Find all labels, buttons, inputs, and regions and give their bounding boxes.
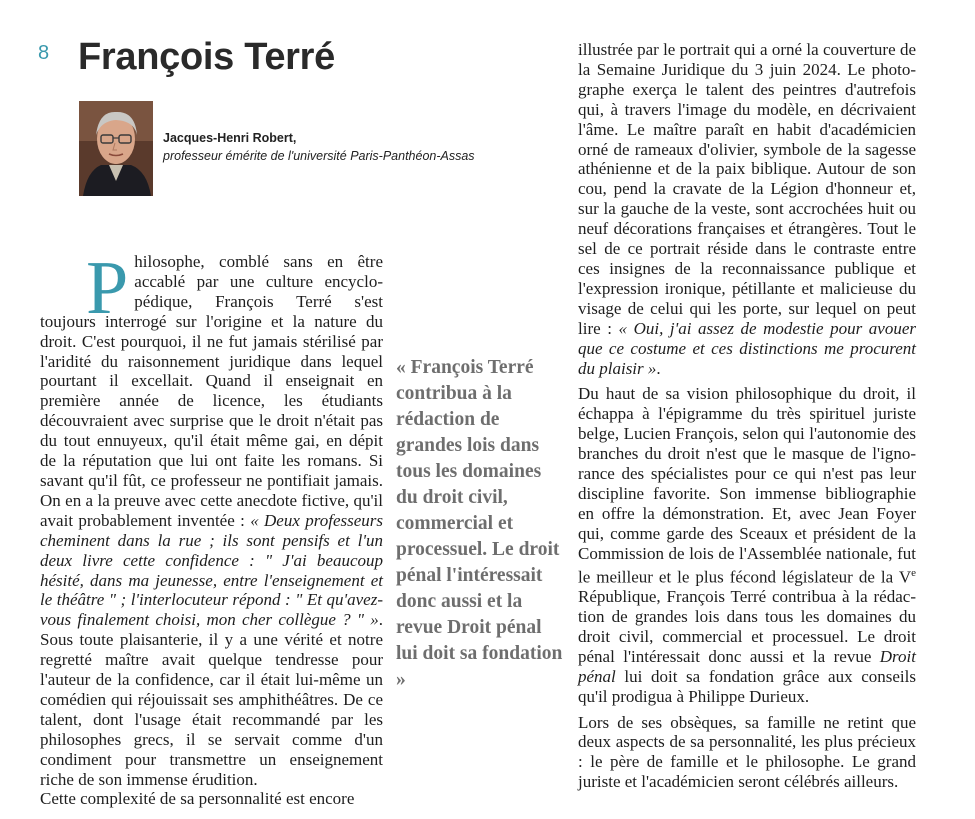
paragraph-4: Lors de ses obsèques, sa famille ne retint que deux aspects de sa personnalité, les plus précieux : le père de famille et le philosophe. Le grand juriste et l'académicien seront célébrés ailleurs. — [578, 712, 916, 792]
author-portrait — [79, 101, 153, 196]
page-number: 8 — [38, 42, 50, 64]
column-left — [40, 246, 383, 809]
paragraph-1-end: . Sous toute plaisanterie, il y a une vérité et notre regretté maître avait quelque tendresse pour l'auteur de la confidence, car il était lui-même un comédien qui réjouissait ses amphithéâtres. De ce talent, dont l'usage était recommandé par les philosophes grecs, il se servait comme d'un condiment pour transmettre un enseignement riche de son immense érudition. — [40, 610, 383, 789]
paragraph-2-text: illustrée par le portrait qui a orné la couverture de la Semaine Juridique du 3 juin 2024. Le photographe exerça le talent des peintres d'autrefois qui, à travers l'image du modèle, en décrivaient l'âme. Le maître paraît en habit d'académicien orné de rameaux d'olivier, symbole de la sagesse athénienne et de la paix biblique. Autour de son cou, pend la cravate de la Légion d'honneur et, sur la gauche de la veste, sont accrochées huit ou neuf décorations françaises et étrangères. Tout le sel de ce portrait réside dans le contraste entre ces insignes de la reconnaissance publique et l'expression ironique, pétillante et malicieuse du visage de celui qui les porte, sur lequel on peut lire : — [578, 40, 916, 338]
paragraph-2-quote: « Oui, j'ai assez de modestie pour avouer que ce costume et ces distinctions me procurent du plaisir » — [578, 318, 916, 378]
column-right — [578, 40, 916, 792]
author-block — [163, 131, 475, 163]
author-name: Jacques-Henri Robert, — [163, 131, 297, 145]
portrait-image — [79, 101, 153, 196]
pull-quote: « François Terré contribua à la rédaction de grandes lois dans tous les domaines du droit civil, commercial et processuel. Le droit pénal l'intéressait donc aussi et la revue Droit pénal lui doit sa fondation » — [396, 357, 563, 690]
paragraph-3-end: lui doit sa fondation grâce aux conseils qu'il prodigua à Philippe Durieux. — [578, 666, 916, 706]
paragraph-1 — [40, 246, 383, 789]
paragraph-2-start: Cette complexité de sa personnalité est encore — [40, 789, 355, 809]
paragraph-1-quote: « Deux professeurs cheminent dans la rue ; ils sont pensifs et l'un deux livre cette confidence : " J'ai beaucoup hésité, dans ma jeunesse, entre l'enseignement et le théâtre " ; l'interlocuteur répond : " Et qu'avez-vous finalement choisi, mon cher collègue ? " » — [40, 510, 383, 630]
author-role: professeur émérite de l'université Paris-Panthéon-Assas — [163, 149, 475, 163]
paragraph-3-start: Du haut de sa vision philosophique du droit, il échappa à l'épigramme du très spirituel juriste belge, Lucien François, selon qui l'autonomie des branches du droit n'est que le masque de l'ignorance des spécialistes pour ce qui n'est pas leur discipline favorite. Son immense bibliographie en offre la démonstration. Et, avec Jean Foyer qui, comme garde des Sceaux et président de la Commission de lois de l'Assemblée nationale, fut le meilleur et le plus fécond législateur de la V — [578, 384, 916, 587]
article-title: François Terré — [78, 36, 335, 78]
paragraph-3-sup: e — [911, 566, 916, 579]
paragraph-3 — [578, 384, 916, 706]
paragraph-3-mid: République, François Terré contribua à la rédaction de grandes lois dans tous les domaines du droit civil, commercial et processuel. Le droit pénal l'intéressait donc aussi et la revue — [578, 587, 916, 666]
paragraph-2-end: . — [656, 358, 661, 378]
paragraph-2-cont — [578, 40, 916, 378]
paragraph-1-start: hilosophe, comblé sans en être accablé par une culture encyclopédique, François Terré s'est toujours interrogé sur l'origine et la nature du droit. C'est pourquoi, il ne fut jamais stérilisé par l'aridité du raisonnement juridique dans lequel pourtant il excellait. Quand il enseignait en première année de licence, les étudiants découvraient avec surprise que le droit n'était pas du tout ennuyeux, qu'il était même gai, en dépit de la réputation que lui ont faite les romans. Si savant qu'il fût, ce professeur ne pontifiait jamais. On en a la preuve avec cette anecdote fictive, qu'il avait probablement inventée : — [40, 252, 383, 530]
paragraph-3-italic: Droit pénal — [578, 646, 916, 686]
drop-cap: P — [86, 246, 129, 330]
